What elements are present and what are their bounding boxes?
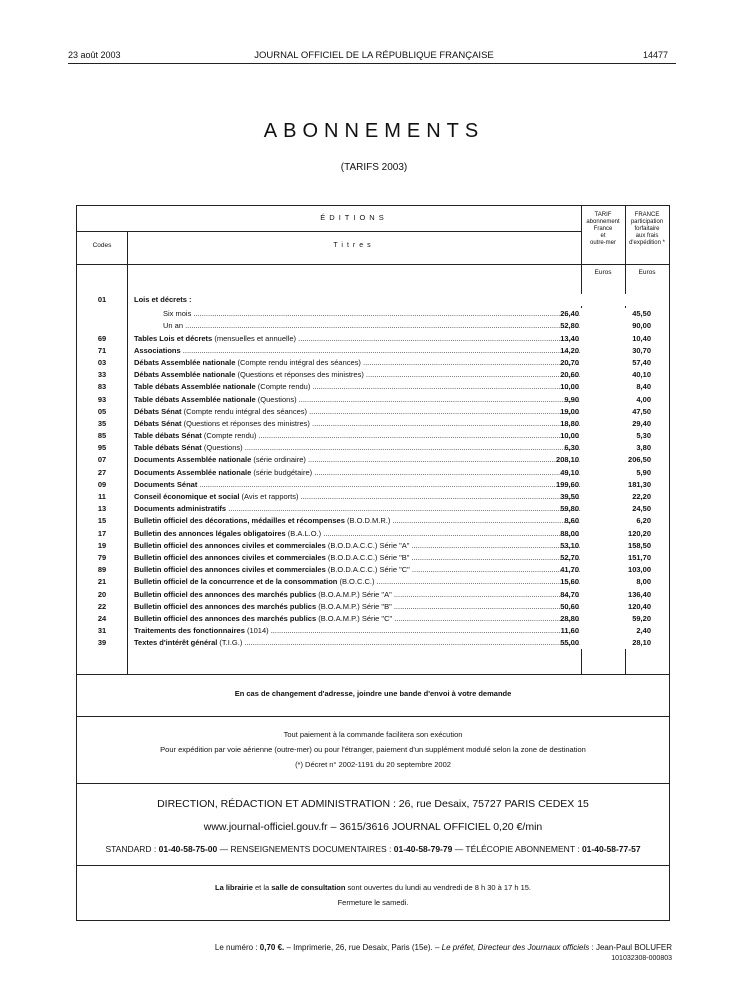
row-france-value: 158,50 [628, 540, 651, 550]
row-title-bold: Conseil économique et social [134, 492, 240, 501]
row-code: 31 [97, 626, 107, 636]
row-title-rest: (T.I.G.) [217, 638, 243, 648]
table-row [77, 503, 669, 515]
library-line-1 [77, 883, 669, 892]
table-row [77, 589, 669, 601]
row-france-value: 181,30 [628, 479, 651, 489]
row-title [134, 540, 581, 552]
row-title [134, 345, 581, 357]
row-tarif-value: 88,00 [560, 528, 579, 538]
table-row [77, 369, 669, 381]
row-title [134, 454, 581, 466]
row-tarif-value: 199,60 [556, 479, 579, 489]
table-row [77, 320, 669, 332]
row-france-value: 59,20 [632, 613, 651, 623]
row-title-bold: Bulletin officiel des annonces des marchés publics [134, 601, 317, 611]
library-box [76, 866, 670, 921]
row-code: 22 [97, 601, 107, 611]
tariff-rows [77, 294, 669, 649]
row-france-value: 22,20 [632, 492, 651, 501]
direction-web: www.journal-officiel.gouv.fr – 3615/3616 JOURNAL OFFICIEL 0,20 €/min [203, 821, 543, 833]
row-title-rest: (B.O.A.M.P.) Série "C" [316, 613, 393, 623]
row-tarif-value: 59,80 [560, 504, 579, 514]
row-tarif-value: 14,20 [560, 345, 579, 355]
row-france-value: 57,40 [632, 357, 651, 367]
row-title-rest: (B.O.D.A.C.C.) Série "B" [325, 552, 410, 562]
telecopie-number: 01-40-58-77-57 [581, 844, 641, 854]
footer-reference: 101032308-000803 [611, 955, 672, 962]
row-title-rest: (Questions) [201, 443, 243, 453]
row-tarif-value: 10,00 [560, 431, 579, 441]
row-title [134, 430, 581, 442]
row-france-value: 8,00 [636, 577, 651, 587]
row-code: 24 [97, 613, 107, 623]
row-code: 35 [97, 418, 107, 428]
tarif-header: TARIF abonnement France et outre-mer [586, 212, 620, 246]
codes-header: Codes [92, 242, 112, 249]
row-tarif-value: 55,00 [560, 638, 579, 648]
row-france-value: 4,00 [636, 394, 651, 404]
row-tarif-value: 53,10 [560, 540, 579, 550]
row-code: 11 [98, 492, 106, 501]
library-text-and: et la [252, 883, 272, 892]
telecopie-label: — TÉLÉCOPIE ABONNEMENT : [452, 844, 582, 854]
row-title [134, 515, 581, 527]
row-title-bold: Tables Lois et décrets [134, 333, 213, 343]
row-title-rest: (B.O.D.M.R.) [344, 516, 391, 526]
row-title-bold: Traitements des fonctionnaires [134, 626, 245, 636]
table-row [77, 637, 669, 649]
table-row [77, 406, 669, 418]
row-france-value: 30,70 [632, 345, 651, 355]
row-code: 05 [97, 406, 107, 416]
payment-box [76, 717, 670, 784]
notice-box [76, 675, 670, 717]
row-tarif-value: 49,10 [560, 467, 579, 477]
row-title-bold: Bulletin officiel des annonces des marchés publics [134, 589, 317, 599]
address-change-notice: En cas de changement d'adresse, joindre une bande d'envoi à votre demande [234, 689, 512, 698]
row-title-rest: (B.O.A.M.P.) Série "A" [316, 589, 392, 599]
row-title-rest: (B.O.A.M.P.) Série "B" [316, 601, 392, 611]
row-title-rest: (B.O.D.A.C.C.) Série "A" [325, 540, 410, 550]
row-title-bold: Documents Sénat [134, 479, 198, 489]
row-tarif-value: 15,60 [560, 577, 579, 587]
row-title [134, 503, 581, 515]
rens-number: 01-40-58-79-79 [393, 844, 453, 854]
table-row [77, 528, 669, 540]
row-tarif-value: 20,60 [560, 370, 579, 380]
row-title [134, 333, 581, 345]
row-title-rest: (B.O.D.A.C.C.) Série "C" [325, 565, 410, 575]
row-france-value: 45,50 [632, 309, 651, 319]
table-row [77, 479, 669, 491]
price-value: 0,70 €. [259, 943, 285, 952]
row-tarif-value: 9,90 [564, 394, 579, 404]
row-france-value: 2,40 [636, 626, 651, 636]
row-code: 17 [97, 528, 107, 538]
row-title-rest: (Questions et réponses des ministres) [235, 370, 364, 380]
row-title-rest: (série ordinaire) [251, 455, 306, 465]
row-title [134, 381, 581, 393]
row-tarif-value: 6,30 [564, 443, 579, 453]
row-code: 27 [97, 467, 107, 477]
row-code: 71 [97, 345, 107, 355]
library-line-2: Fermeture le samedi. [337, 898, 409, 907]
row-title-bold: Lois et décrets : [134, 295, 192, 304]
row-code: 19 [97, 540, 107, 550]
row-tarif-value: 52,70 [560, 552, 579, 562]
row-title-bold: Bulletin des annonces légales obligatoires [134, 528, 286, 538]
row-title [134, 491, 581, 503]
row-title [134, 357, 581, 369]
row-tarif-value: 11,60 [560, 626, 579, 636]
table-row [77, 564, 669, 576]
row-france-value: 206,50 [628, 455, 651, 465]
row-title [134, 394, 581, 406]
row-title-bold: Table débats Assemblée nationale [134, 382, 256, 392]
consultation-word: salle de consultation [271, 883, 346, 892]
row-code: 89 [97, 565, 107, 575]
row-title-rest: (B.O.C.C.) [337, 577, 375, 587]
row-tarif-value: 41,70 [560, 565, 579, 575]
row-title-bold: Bulletin officiel des annonces civiles et commerciales [134, 540, 326, 550]
row-title-bold: Associations [134, 345, 181, 355]
table-row [77, 394, 669, 406]
row-tarif-value: 19,00 [560, 406, 579, 416]
row-title-rest: (Compte rendu intégral des séances) [181, 406, 308, 416]
row-code: 07 [97, 455, 107, 465]
row-title-rest: Un an [163, 321, 184, 331]
table-row [77, 430, 669, 442]
row-title-rest: (mensuelles et annuelle) [212, 333, 297, 343]
row-france-value: 5,30 [636, 431, 651, 441]
header-page-number: 14477 [642, 50, 668, 60]
row-tarif-value: 8,60 [564, 516, 579, 526]
library-hours: sont ouvertes du lundi au vendredi de 8 h 30 à 17 h 15. [345, 883, 532, 892]
tariff-table [76, 205, 670, 675]
table-row [77, 442, 669, 454]
row-code: 39 [97, 638, 107, 648]
table-row [77, 454, 669, 466]
row-title-bold: Bulletin officiel de la concurrence et de la consommation [134, 577, 338, 587]
row-tarif-value: 10,00 [560, 382, 579, 392]
row-title-rest: (1014) [244, 626, 269, 636]
row-title-bold: Table débats Sénat [134, 431, 202, 441]
row-title-bold: Documents Assemblée nationale [134, 455, 252, 465]
row-title-bold: Bulletin officiel des annonces civiles et commerciales [134, 565, 326, 575]
table-row [77, 357, 669, 369]
row-title [134, 479, 581, 491]
row-title [134, 613, 581, 625]
row-title-bold: Débats Assemblée nationale [134, 357, 236, 367]
unit-france: Euros [638, 269, 656, 276]
row-title-rest: (Questions) [255, 394, 297, 404]
standard-label: STANDARD : [105, 844, 159, 854]
row-tarif-value: 50,60 [560, 601, 579, 611]
table-row [77, 613, 669, 625]
row-title-rest: Six mois [163, 309, 192, 319]
row-france-value: 90,00 [632, 321, 651, 331]
row-title [134, 369, 581, 381]
row-title-rest: (Compte rendu) [201, 431, 257, 441]
payment-line-2: Pour expédition par voie aérienne (outre-mer) ou pour l'étranger, paiement d'un supplément modulé selon la zone de destination [160, 745, 586, 754]
row-title-bold: Documents administratifs [134, 504, 227, 514]
row-title-bold: Bulletin officiel des annonces civiles et commerciales [134, 552, 326, 562]
row-tarif-value: 84,70 [560, 589, 579, 599]
row-france-value: 5,90 [636, 467, 651, 477]
france-header: FRANCE participation forfaitaire aux frais d'expédition * [629, 212, 665, 246]
row-tarif-value: 208,10 [556, 455, 579, 465]
header-divider-editions [77, 231, 581, 232]
row-title-bold: Débats Assemblée nationale [134, 370, 236, 380]
row-title [134, 589, 581, 601]
unit-tarif: Euros [594, 269, 612, 276]
row-title [134, 418, 581, 430]
page-subtitle: (TARIFS 2003) [340, 162, 408, 173]
row-title-bold: Documents Assemblée nationale [134, 467, 252, 477]
row-title-rest: (Avis et rapports) [239, 492, 299, 501]
row-tarif-value: 26,40 [560, 309, 579, 319]
row-title [134, 467, 581, 479]
row-title-bold: Bulletin officiel des annonces des marchés publics [134, 613, 317, 623]
row-title [134, 294, 581, 306]
row-code: 69 [97, 333, 107, 343]
row-france-value: 120,20 [628, 528, 651, 538]
row-france-value: 151,70 [628, 552, 651, 562]
row-code: 85 [97, 431, 107, 441]
row-code: 09 [97, 479, 107, 489]
row-title [134, 552, 581, 564]
table-row [77, 625, 669, 637]
direction-phones [77, 844, 669, 854]
row-tarif-value: 52,80 [560, 321, 579, 331]
row-code: 03 [97, 357, 107, 367]
row-title [134, 442, 581, 454]
row-title-rest: (série budgétaire) [251, 467, 313, 477]
row-code: 93 [97, 394, 107, 404]
row-title-bold: Débats Sénat [134, 418, 182, 428]
table-row [77, 540, 669, 552]
direction-address: DIRECTION, RÉDACTION ET ADMINISTRATION : 26, rue Desaix, 75727 PARIS CEDEX 15 [157, 798, 589, 810]
row-title [134, 576, 581, 588]
row-france-value: 29,40 [632, 418, 651, 428]
row-title [134, 528, 581, 540]
imprint-text: – Imprimerie, 26, rue Desaix, Paris (15e). – [284, 943, 442, 952]
payment-line-3: (*) Décret n° 2002-1191 du 20 septembre 2002 [295, 760, 451, 769]
table-row [77, 552, 669, 564]
editions-header: ÉDITIONS [320, 213, 388, 222]
price-label: Le numéro : [214, 943, 260, 952]
table-row [77, 515, 669, 527]
library-word: La librairie [214, 883, 253, 892]
table-row [77, 381, 669, 393]
row-title-bold: Table débats Assemblée nationale [134, 394, 256, 404]
page-title: ABONNEMENTS [263, 120, 485, 142]
table-row [77, 345, 669, 357]
row-code: 79 [97, 552, 107, 562]
row-france-value: 6,20 [636, 516, 651, 526]
rens-label: — RENSEIGNEMENTS DOCUMENTAIRES : [217, 844, 394, 854]
standard-number: 01-40-58-75-00 [158, 844, 218, 854]
table-row [77, 601, 669, 613]
table-row [77, 467, 669, 479]
row-france-value: 136,40 [628, 589, 651, 599]
row-code: 15 [97, 516, 107, 526]
row-title-rest: (Compte rendu intégral des séances) [235, 357, 361, 367]
table-row [77, 308, 669, 320]
row-code: 13 [97, 504, 107, 514]
payment-line-1: Tout paiement à la commande facilitera son exécution [283, 730, 463, 739]
row-code: 20 [97, 589, 107, 599]
row-tarif-value: 28,80 [560, 613, 579, 623]
row-france-value: 28,10 [632, 638, 651, 648]
row-title-rest: (Questions et réponses des ministres) [181, 418, 310, 428]
titres-header: Titres [333, 242, 375, 249]
row-title [134, 637, 581, 649]
row-france-value: 103,00 [628, 565, 651, 575]
header-divider-bottom [77, 264, 669, 265]
row-tarif-value: 39,50 [560, 492, 579, 501]
row-tarif-value: 20,70 [560, 357, 579, 367]
header-date: 23 août 2003 [68, 50, 121, 60]
prefect-title: Le préfet, Directeur des Journaux officiels [441, 943, 590, 952]
row-title [134, 601, 581, 613]
table-row [77, 333, 669, 345]
row-code: 01 [97, 295, 107, 304]
header-rule [68, 63, 676, 64]
prefect-name: : Jean-Paul BOLUFER [589, 943, 672, 952]
table-row [77, 576, 669, 588]
row-france-value: 40,10 [632, 370, 651, 380]
row-france-value: 120,40 [628, 601, 651, 611]
row-tarif-value: 13,40 [560, 333, 579, 343]
table-row [77, 418, 669, 430]
direction-box [76, 784, 670, 866]
table-row [77, 491, 669, 503]
row-title-bold: Table débats Sénat [134, 443, 202, 453]
row-code: 33 [97, 370, 107, 380]
row-code: 95 [97, 443, 107, 453]
row-title-bold: Bulletin officiel des décorations, médailles et récompenses [134, 516, 345, 526]
header-journal-title: JOURNAL OFFICIEL DE LA RÉPUBLIQUE FRANÇAISE [254, 50, 494, 61]
row-france-value: 8,40 [636, 382, 651, 392]
row-title-bold: Textes d'intérêt général [134, 638, 218, 648]
footer-imprint [215, 943, 672, 952]
row-france-value: 3,80 [636, 443, 651, 453]
row-france-value: 24,50 [632, 504, 651, 514]
row-title-bold: Débats Sénat [134, 406, 182, 416]
row-title [134, 406, 581, 418]
row-title-rest: (B.A.L.O.) [285, 528, 322, 538]
table-row [77, 294, 669, 306]
row-title [134, 625, 581, 637]
row-france-value: 47,50 [632, 406, 651, 416]
row-code: 83 [97, 382, 107, 392]
row-france-value: 10,40 [632, 333, 651, 343]
row-tarif-value: 18,80 [560, 418, 579, 428]
row-title [134, 564, 581, 576]
row-mask [580, 294, 669, 306]
row-title-rest: (Compte rendu) [255, 382, 311, 392]
row-code: 21 [97, 577, 107, 587]
